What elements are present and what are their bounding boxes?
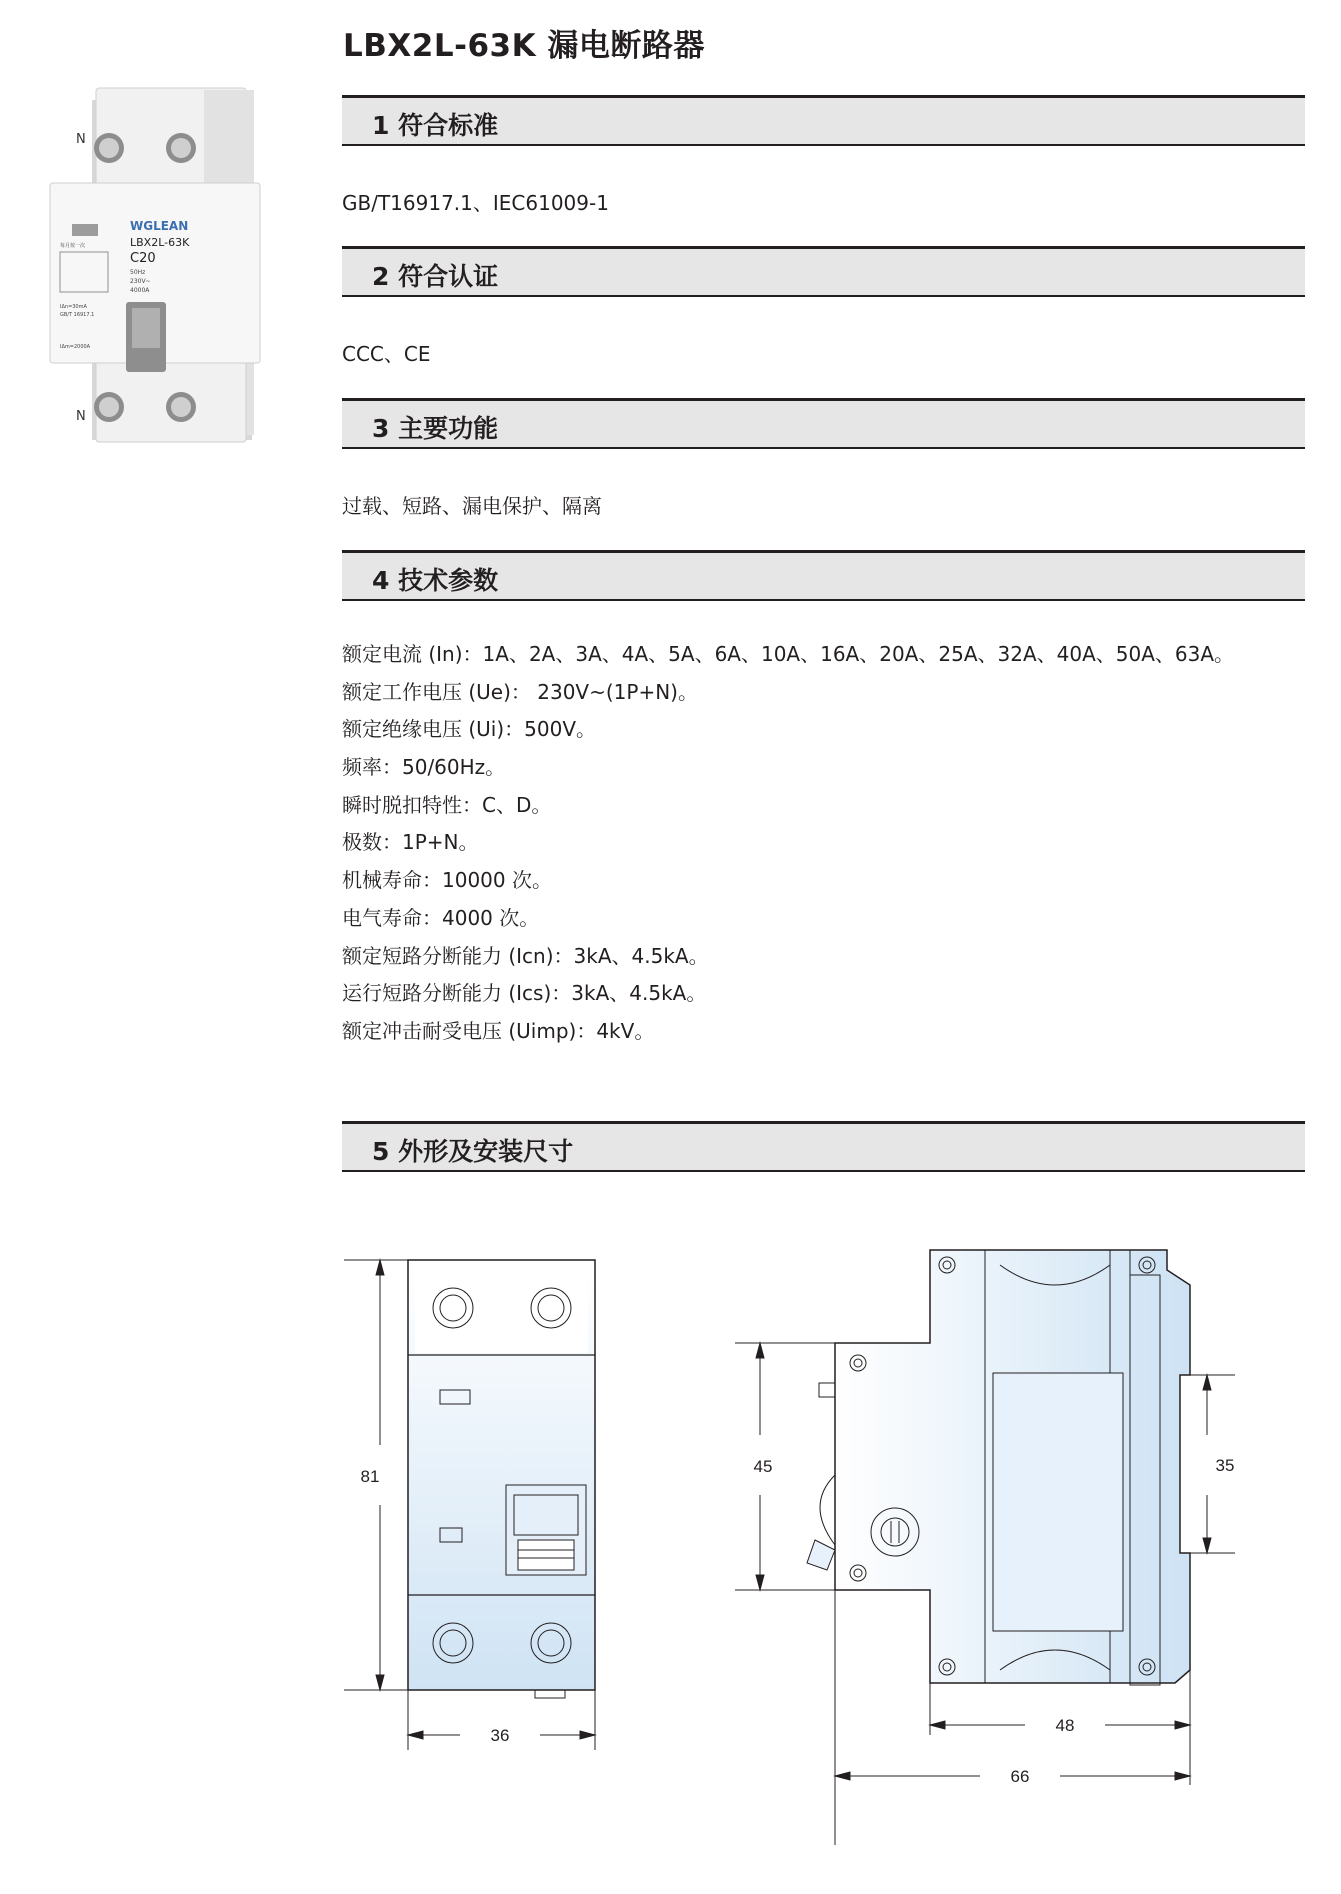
section-header-tech-params: 4 技术参数: [342, 550, 1305, 601]
page-title: LBX2L-63K 漏电断路器: [343, 28, 705, 64]
photo-brand: WGLEAN: [130, 219, 189, 233]
param-poles: 极数：1P+N。: [342, 830, 479, 855]
param-rated-current: 额定电流 (In)：1A、2A、3A、4A、5A、6A、10A、16A、20A、25A、32A、40A、50A、63A。: [342, 642, 1235, 666]
photo-small-text-6: IΔm=2000A: [60, 344, 91, 350]
dim-front-width: 36: [490, 1726, 510, 1745]
section-header-certification: 2 符合认证: [342, 246, 1305, 297]
standards-text: GB/T16917.1、IEC61009-1: [342, 191, 609, 215]
photo-rating: C20: [130, 251, 156, 266]
param-rated-voltage: 额定工作电压 (Ue)： 230V~(1P+N)。: [342, 679, 698, 704]
param-uimp: 额定冲击耐受电压 (Uimp)：4kV。: [342, 1018, 655, 1043]
section-header-functions: 3 主要功能: [342, 398, 1305, 449]
dim-rail-height: 35: [1215, 1456, 1235, 1475]
param-electrical-life: 电气寿命：4000 次。: [342, 905, 540, 930]
photo-model: LBX2L-63K: [130, 236, 190, 249]
product-photo: [44, 80, 274, 450]
photo-small-text-4: IΔn=30mA: [60, 304, 87, 310]
functions-text: 过载、短路、漏电保护、隔离: [342, 494, 602, 518]
front-view-drawing: [340, 1245, 620, 1765]
dim-front-height: 81: [360, 1467, 380, 1486]
dim-total-depth: 66: [1010, 1767, 1030, 1786]
section-header-dimensions: 5 外形及安装尺寸: [342, 1121, 1305, 1172]
param-frequency: 频率：50/60Hz。: [342, 755, 506, 780]
photo-small-text-3: 4000A: [130, 287, 150, 294]
photo-small-text-5: GB/T 16917.1: [60, 312, 95, 318]
side-view-drawing: [735, 1245, 1255, 1845]
certification-text: CCC、CE: [342, 342, 431, 366]
param-icn: 额定短路分断能力 (Icn)：3kA、4.5kA。: [342, 943, 709, 968]
param-ics: 运行短路分断能力 (Ics)：3kA、4.5kA。: [342, 981, 707, 1006]
photo-small-text-2: 230V~: [130, 278, 151, 285]
param-trip-characteristic: 瞬时脱扣特性：C、D。: [342, 792, 552, 817]
photo-terminal-top: N: [76, 132, 86, 147]
section-header-standards: 1 符合标准: [342, 95, 1305, 146]
dim-body-depth: 48: [1055, 1716, 1075, 1735]
dim-side-height: 45: [753, 1457, 773, 1476]
param-insulation-voltage: 额定绝缘电压 (Ui)：500V。: [342, 717, 597, 742]
tech-params-list: [342, 636, 1234, 1051]
photo-small-text-0: 每月按一次: [60, 243, 86, 249]
param-mechanical-life: 机械寿命：10000 次。: [342, 868, 552, 893]
photo-small-text-1: 50Hz: [130, 269, 146, 276]
photo-terminal-bottom: N: [76, 409, 86, 424]
